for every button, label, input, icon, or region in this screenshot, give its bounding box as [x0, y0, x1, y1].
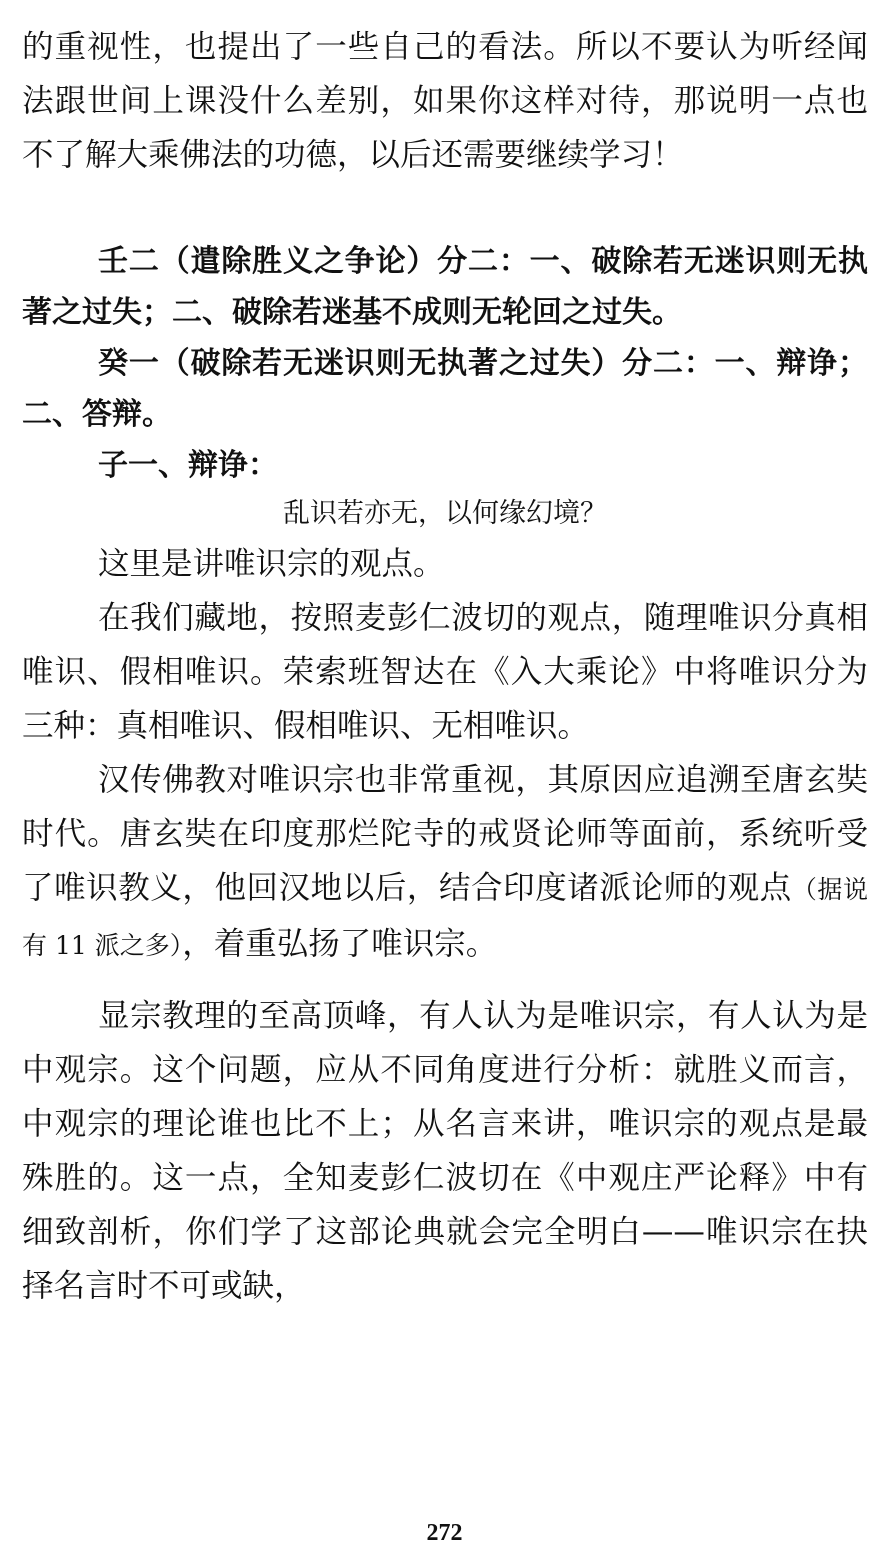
- paragraph-han-weishi-text-a: 汉传佛教对唯识宗也非常重视，其原因应追溯至唐玄奘时代。唐玄奘在印度那烂陀寺的戒贤论师等面前，系统听受了唯识教义，他回汉地以后，结合印度诸派论师的观点: [22, 762, 868, 906]
- page-number: 272: [426, 1520, 463, 1546]
- page-body: [22, 20, 868, 1313]
- paragraph-han-weishi-text-b: ，着重弘扬了唯识宗。: [182, 926, 498, 962]
- paragraph-weishi-intro: 这里是讲唯识宗的观点。: [98, 546, 445, 582]
- paragraph-highest-peak: 显宗教理的至高顶峰，有人认为是唯识宗，有人认为是中观宗。这个问题，应从不同角度进行分析：就胜义而言，中观宗的理论谁也比不上；从名言来讲，唯识宗的观点是最殊胜的。这一点，全知麦彭仁波切在《中观庄严论释》中有细致剖析，你们学了这部论典就会完全明白——唯识宗在抉择名言时不可或缺，: [22, 998, 868, 1304]
- paragraph-han-weishi-note: （据说有 11 派之多）: [22, 875, 868, 960]
- section-heading-gui-yi: 癸一（破除若无迷识则无执著之过失）分二：一、辩诤；二、答辩。: [22, 346, 868, 432]
- section-heading-zi-yi: 子一、辩诤：: [98, 448, 278, 483]
- section-heading-ren-er: 壬二（遣除胜义之争论）分二：一、破除若无迷识则无执著之过失；二、破除若迷基不成则无轮回之过失。: [22, 244, 868, 330]
- verse-line: 乱识若亦无，以何缘幻境？: [283, 498, 607, 529]
- paragraph-tibet-weishi: 在我们藏地，按照麦彭仁波切的观点，随理唯识分真相唯识、假相唯识。荣索班智达在《入大乘论》中将唯识分为三种：真相唯识、假相唯识、无相唯识。: [22, 600, 868, 744]
- paragraph-continuation: 的重视性，也提出了一些自己的看法。所以不要认为听经闻法跟世间上课没什么差别，如果你这样对待，那说明一点也不了解大乘佛法的功德，以后还需要继续学习！: [22, 29, 868, 173]
- paragraph-han-weishi: [22, 753, 868, 973]
